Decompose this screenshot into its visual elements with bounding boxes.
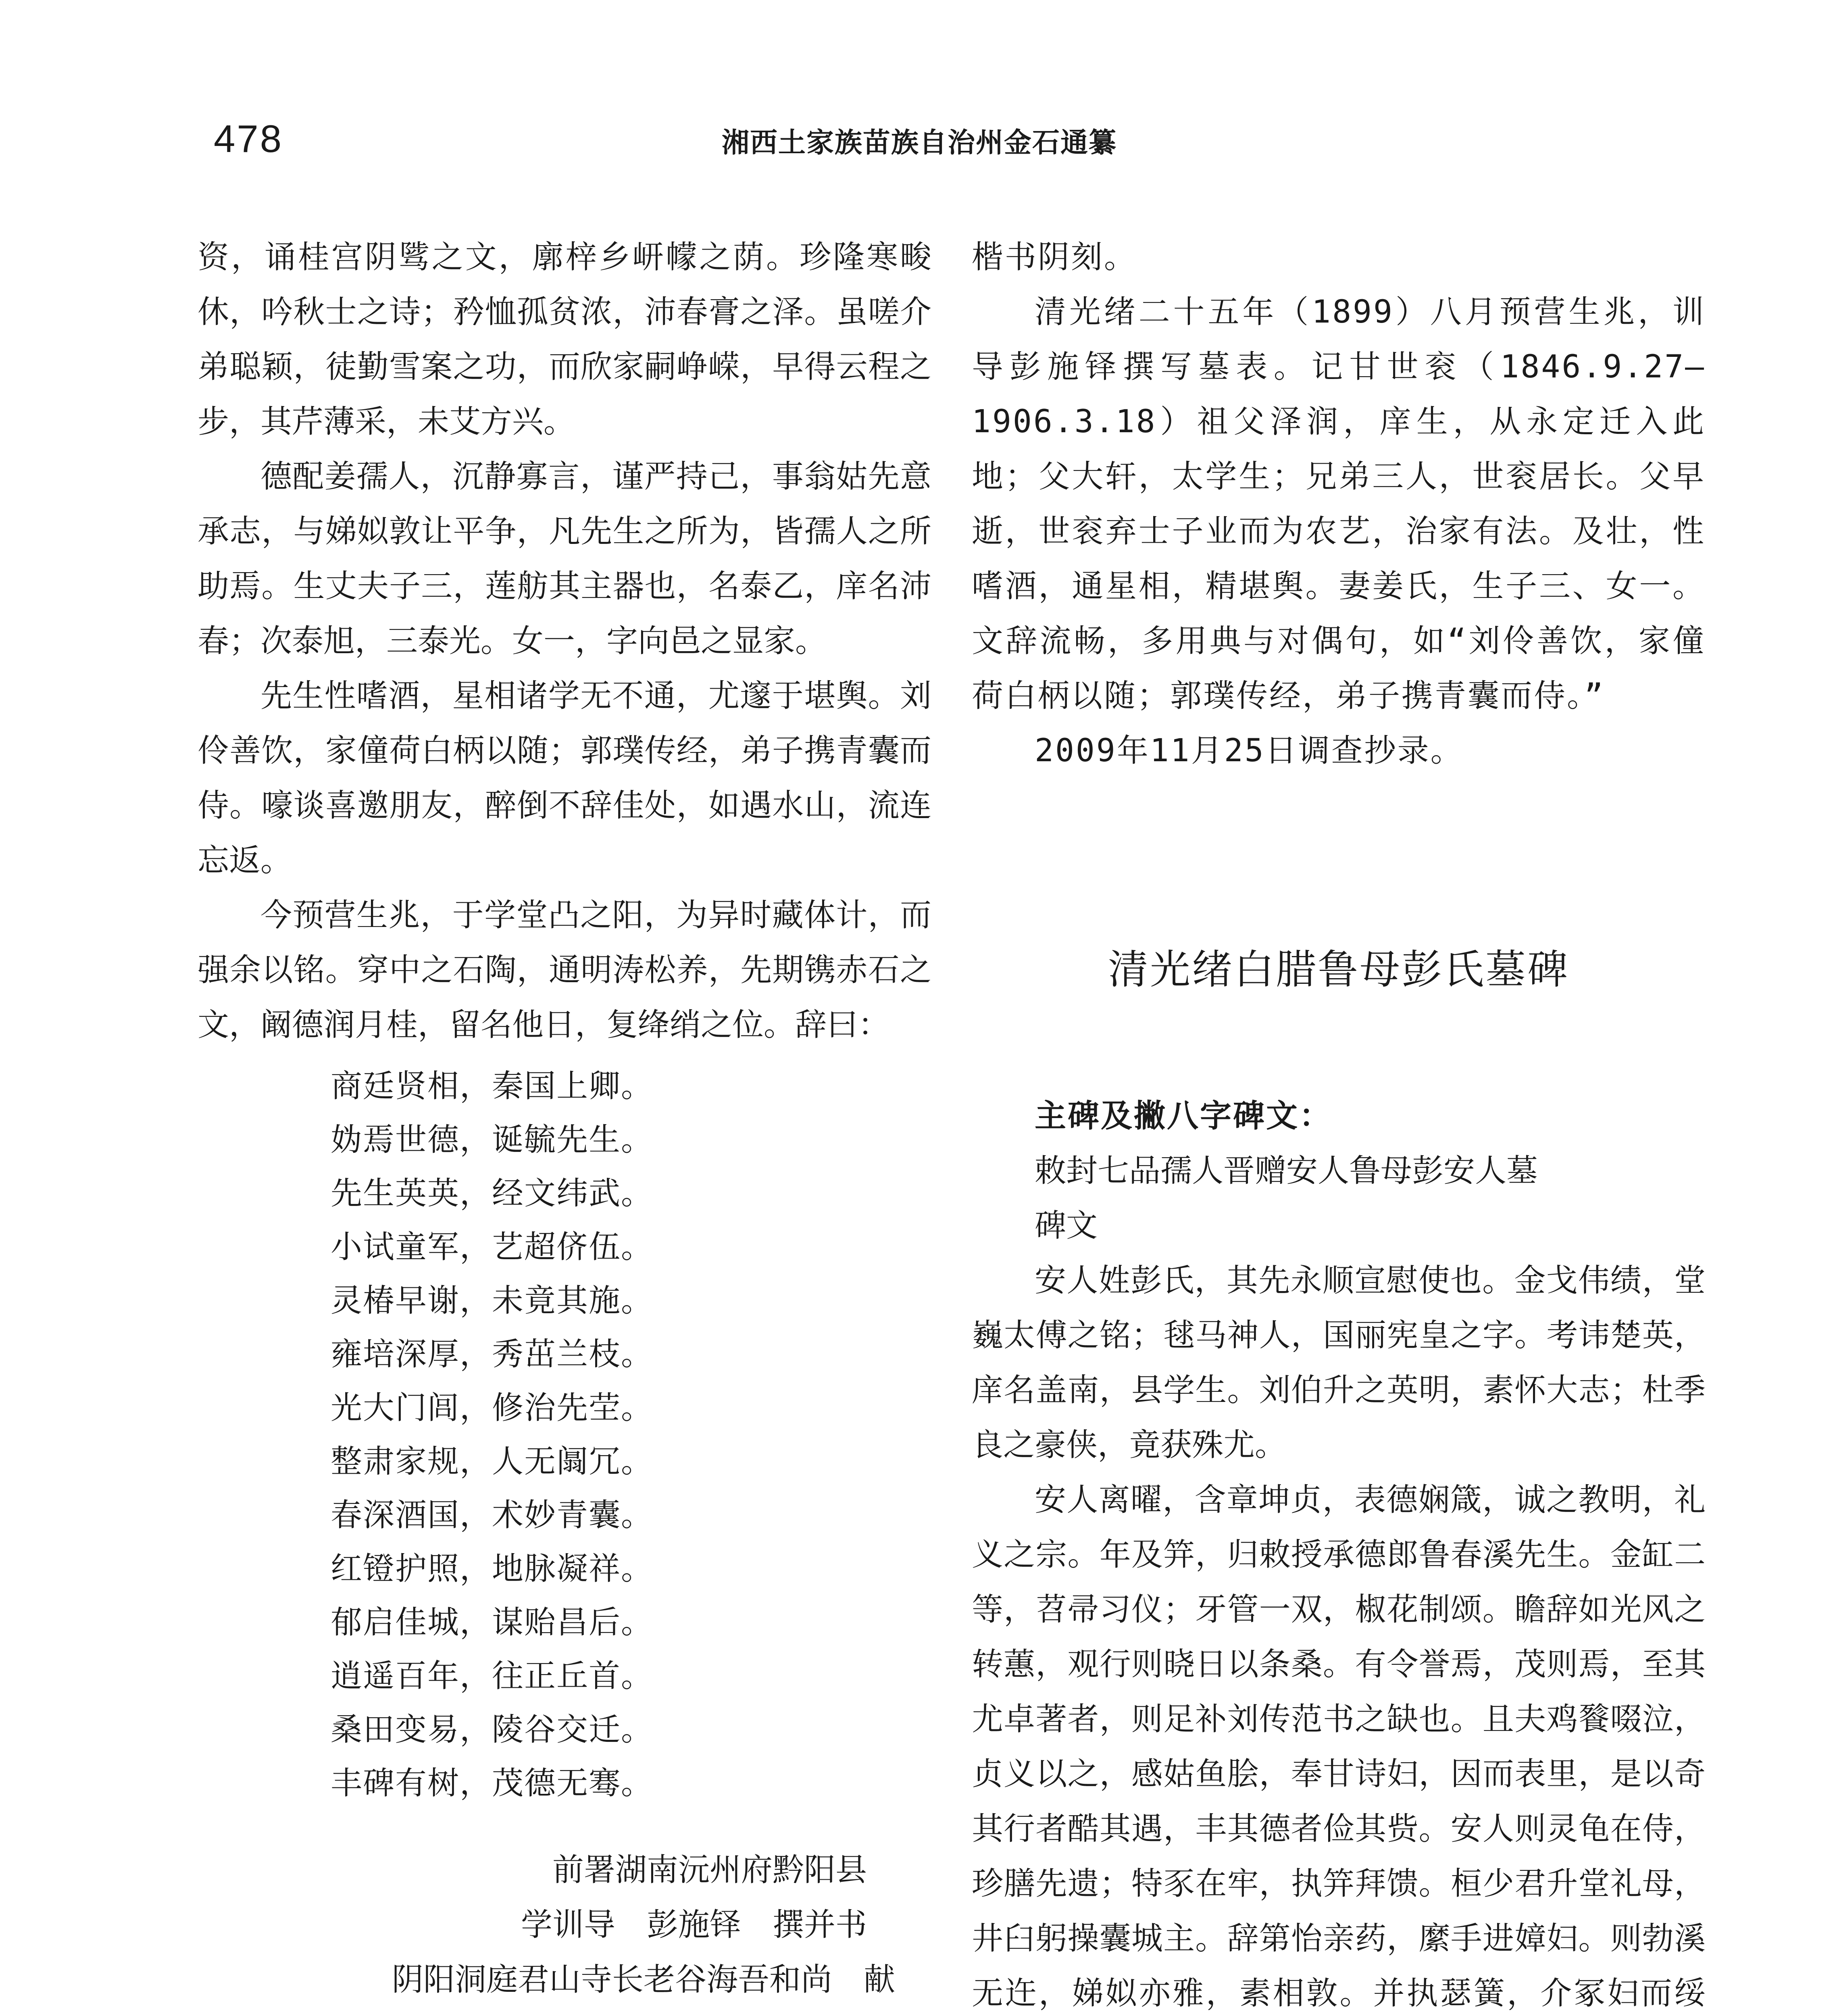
inscription-verse bbox=[331, 1060, 931, 1810]
verse-line: 丰碑有树，茂德无骞。 bbox=[331, 1765, 654, 1801]
running-title: 湘西土家族苗族自治州金石通纂 bbox=[722, 127, 1117, 159]
verse-line: 整肃家规，人无阘冗。 bbox=[331, 1443, 654, 1480]
verse-line: 逍遥百年，往正丘首。 bbox=[331, 1658, 654, 1694]
paragraph: 安人离曜，含章坤贞，表德娴箴，诚之教明，礼义之宗。年及笄，归敕授承德郎鲁春溪先生。金缸二等，苕帚习仪；牙管一双，椒花制颂。瞻辞如光风之转蕙，观行则晓日以条桑。有令誉焉，茂则焉，至其尤卓著者，则足补刘传范书之缺也。且夫鸡餮啜泣，贞义以之，感姑鱼脍，奉甘诗妇，因而表里，是以奇其行者酷其遇，丰其德者俭其赀。安人则灵龟在侍，珍膳先遗；特豕在牢，执笄拜馈。桓少君升堂礼母，井臼躬操囊城主。辞第怡亲药，縻手进嫜妇。则勃溪无迕，娣姒亦雅，素相敦。并执瑟簧，介冢妇而绥 bbox=[972, 1482, 1706, 2012]
signature-block bbox=[198, 1843, 931, 2016]
note-continuation: 楷书阴刻。 bbox=[972, 239, 1137, 275]
note-paragraph: 清光绪二十五年（1899）八月预营生兆，训导彭施铎撰写墓表。记甘世衮（1846.9.27—1906.3.18）祖父泽润，庠生，从永定迁入此地；父大轩，太学生；兄弟三人，世衮居长。父早逝，世衮弃士子业而为农艺，治家有法。及壮，性嗜酒，通星相，精堪舆。妻姜氏，生子三、女一。文辞流畅，多用典与对偶句，如“刘伶善饮，家僮荷白柄以随；郭璞传经，弟子携青囊而侍。” bbox=[972, 294, 1706, 714]
note-date: 2009年11月25日调查抄录。 bbox=[1035, 733, 1464, 769]
paragraph: 今预营生兆，于学堂凸之阳，为异时藏体计，而强余以铭。穿中之石陶，通明涛松养，先期镌赤石之文，阚德润月桂，留名他日，复绛绡之位。辞曰： bbox=[198, 897, 931, 1043]
verse-line: 光大门闾，修治先茔。 bbox=[331, 1390, 654, 1426]
subsection-label: 主碑及撇八字碑文： bbox=[1035, 1098, 1333, 1134]
signature-line: 学训导 彭施铎 撰并书 bbox=[521, 1907, 867, 1943]
verse-line: 桑田变易，陵谷交迁。 bbox=[331, 1712, 654, 1748]
verse-line: 商廷贤相，秦国上卿。 bbox=[331, 1068, 654, 1104]
paragraph: 安人姓彭氏，其先永顺宣慰使也。金戈伟绩，堂巍太傅之铭；毬马神人，国丽宪皇之字。考讳楚英，庠名盖南，县学生。刘伯升之英明，素怀大志；杜季良之豪侠，竟获殊尤。 bbox=[972, 1262, 1706, 1463]
verse-line: 小试童军，艺超侪伍。 bbox=[331, 1229, 654, 1265]
verse-line: 春深酒国，术妙青囊。 bbox=[331, 1497, 654, 1533]
left-column bbox=[198, 230, 931, 2016]
right-column bbox=[972, 230, 1706, 2016]
page-header bbox=[0, 0, 1833, 202]
verse-line: 红镫护照，地脉凝祥。 bbox=[331, 1551, 654, 1587]
verse-line: 妫焉世德，诞毓先生。 bbox=[331, 1122, 654, 1158]
verse-line: 先生英英，经文纬武。 bbox=[331, 1175, 654, 1212]
paragraph: 先生性嗜酒，星相诸学无不通，尤邃于堪舆。刘伶善饮，家僮荷白柄以随；郭璞传经，弟子携青囊而侍。嚎谈喜邀朋友，醉倒不辞佳处，如遇水山，流连忘返。 bbox=[198, 678, 931, 879]
verse-line: 灵椿早谢，未竟其施。 bbox=[331, 1283, 654, 1319]
inscription-heading: 碑文 bbox=[1035, 1208, 1098, 1244]
signature-line bbox=[198, 2007, 931, 2016]
page-number: 478 bbox=[214, 117, 283, 160]
signature-line: 阴阳洞庭君山寺长老谷海吾和尚 献 bbox=[392, 1962, 895, 1998]
paragraph: 资，诵桂宫阴骘之文，廓梓乡岍幪之荫。珍隆寒畯休，吟秋士之诗；矜恤孤贫浓，沛春膏之泽。虽嗟介弟聪颖，徒勤雪案之功，而欣家嗣峥嵘，早得云程之步，其芹薄采，未艾方兴。 bbox=[198, 239, 931, 440]
verse-line: 雍培深厚，秀茁兰枝。 bbox=[331, 1336, 654, 1372]
tomb-title: 敕封七品孺人晋赠安人鲁母彭安人墓 bbox=[1035, 1153, 1538, 1189]
signature-line: 前署湖南沅州府黔阳县 bbox=[552, 1852, 867, 1888]
verse-line: 郁启佳城，谋贻昌后。 bbox=[331, 1604, 654, 1641]
paragraph: 德配姜孺人，沉静寡言，谨严持己，事翁姑先意承志，与娣姒敦让平争，凡先生之所为，皆孺人之所助焉。生丈夫子三，莲舫其主器也，名泰乙，庠名沛春；次泰旭，三泰光。女一，字向邑之显家。 bbox=[198, 458, 931, 659]
section-title: 清光绪白腊鲁母彭氏墓碑 bbox=[1108, 946, 1569, 993]
